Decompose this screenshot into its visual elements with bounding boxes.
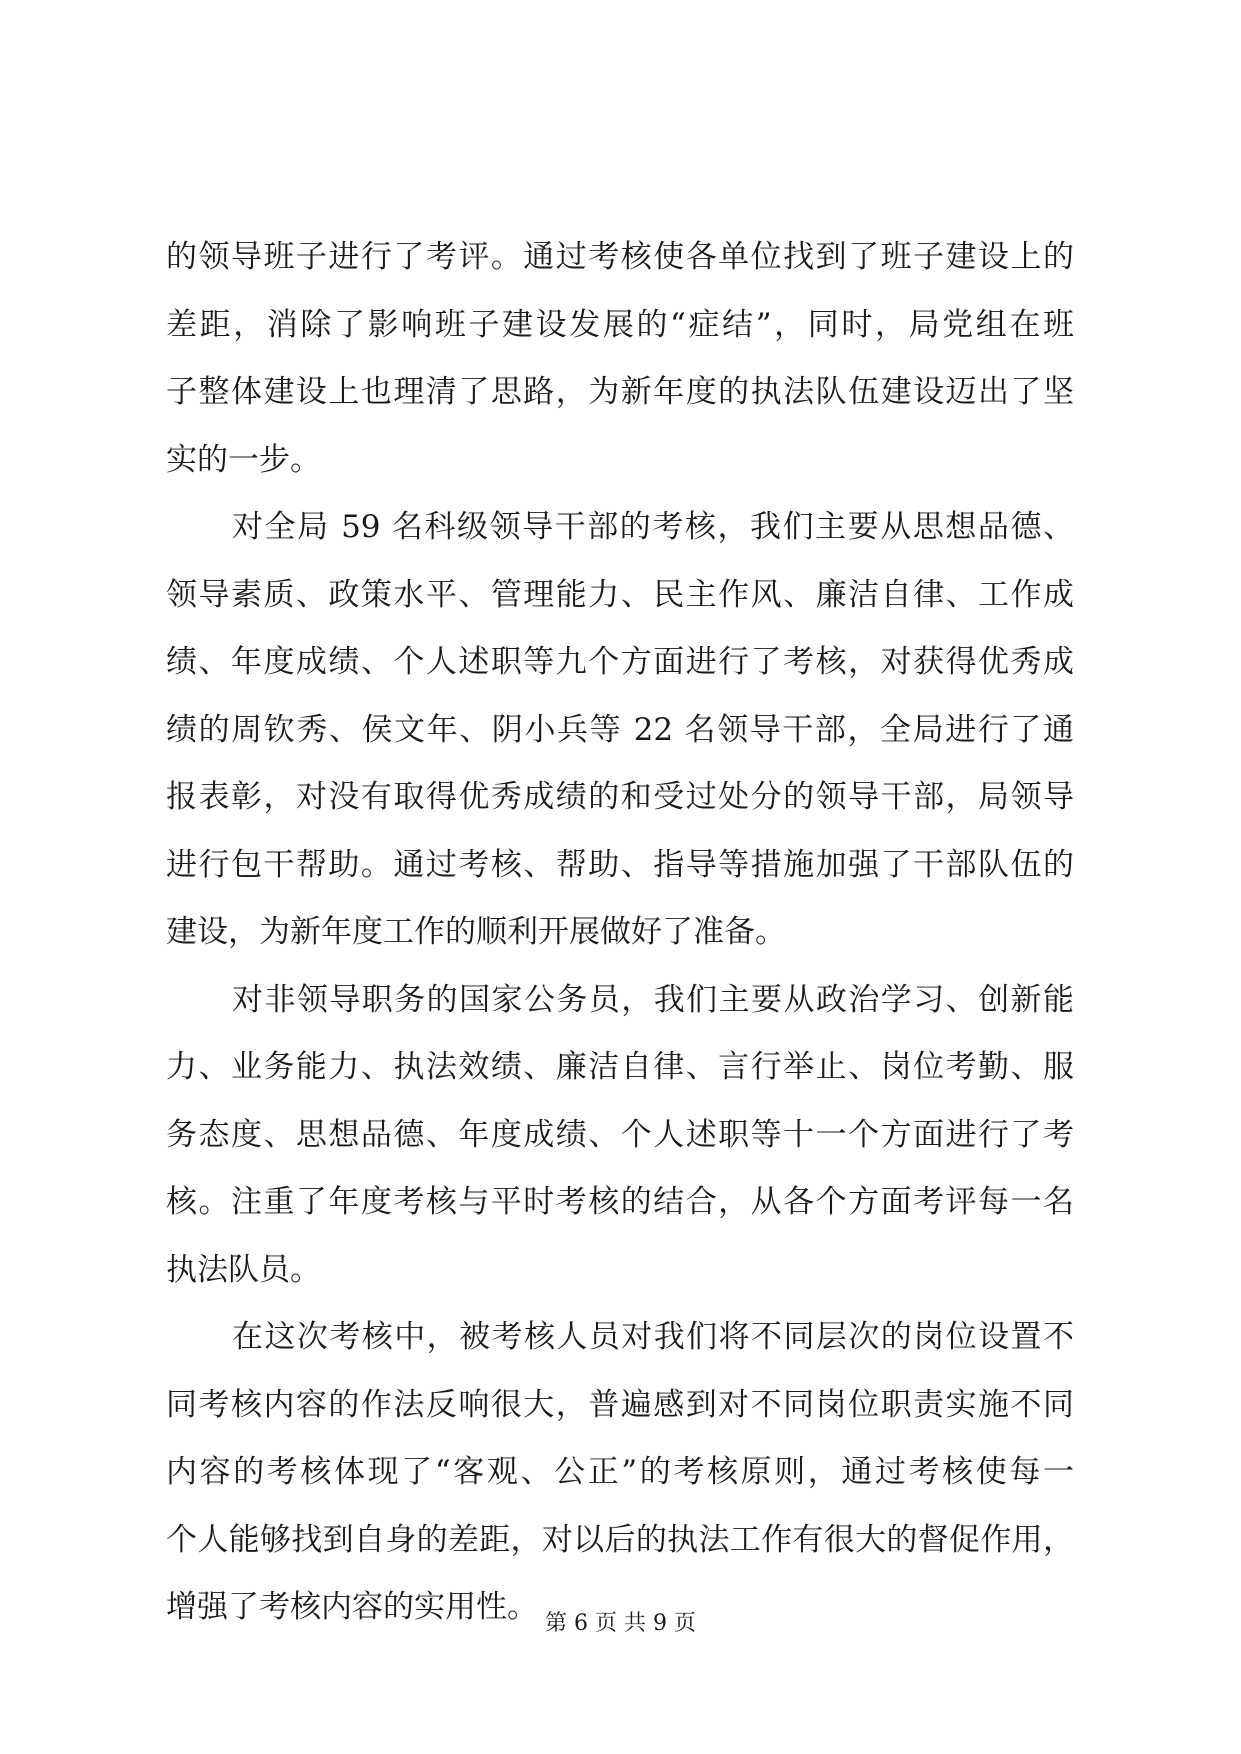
text-line: 领导素质、政策水平、管理能力、民主作风、廉洁自律、工作成 xyxy=(166,576,1074,613)
text-line: 对全局 59 名科级领导干部的考核，我们主要从思想品德、 xyxy=(232,509,1074,545)
text-line: 建设，为新年度工作的顺利开展做好了准备。 xyxy=(166,914,786,950)
text-line: 同考核内容的作法反响很大，普遍感到对不同岗位职责实施不同 xyxy=(166,1386,1074,1423)
paragraph xyxy=(166,224,1074,494)
text-line: 差距，消除了影响班子建设发展的“症结”，同时，局党组在班 xyxy=(166,306,1074,343)
text-line: 个人能够找到自身的差距，对以后的执法工作有很大的督促作用， xyxy=(166,1521,1074,1558)
page-number-footer: 第 6 页 共 9 页 xyxy=(545,1611,696,1636)
document-body xyxy=(166,224,1074,1642)
text-line: 务态度、思想品德、年度成绩、个人述职等十一个方面进行了考 xyxy=(166,1116,1074,1153)
text-line: 内容的考核体现了“客观、公正”的考核原则，通过考核使每一 xyxy=(166,1454,1074,1490)
text-line: 的领导班子进行了考评。通过考核使各单位找到了班子建设上的 xyxy=(166,239,1074,275)
paragraph xyxy=(166,967,1074,1305)
text-line: 对非领导职务的国家公务员，我们主要从政治学习、创新能 xyxy=(232,981,1074,1018)
text-line: 执法队员。 xyxy=(166,1251,321,1288)
text-line: 进行包干帮助。通过考核、帮助、指导等措施加强了干部队伍的 xyxy=(166,846,1074,883)
text-line: 子整体建设上也理清了思路，为新年度的执法队伍建设迈出了坚 xyxy=(166,374,1074,410)
text-line: 在这次考核中，被考核人员对我们将不同层次的岗位设置不 xyxy=(232,1319,1074,1355)
paragraph xyxy=(166,494,1074,967)
text-line: 实的一步。 xyxy=(166,441,321,478)
text-line: 力、业务能力、执法效绩、廉洁自律、言行举止、岗位考勤、服 xyxy=(166,1049,1074,1085)
text-line: 绩、年度成绩、个人述职等九个方面进行了考核，对获得优秀成 xyxy=(166,644,1074,680)
text-line: 核。注重了年度考核与平时考核的结合，从各个方面考评每一名 xyxy=(166,1184,1074,1220)
paragraph xyxy=(166,1304,1074,1642)
text-line: 绩的周钦秀、侯文年、阴小兵等 22 名领导干部，全局进行了通 xyxy=(166,711,1074,748)
text-line: 报表彰，对没有取得优秀成绩的和受过处分的领导干部，局领导 xyxy=(166,779,1074,815)
text-line: 增强了考核内容的实用性。 xyxy=(166,1589,538,1625)
